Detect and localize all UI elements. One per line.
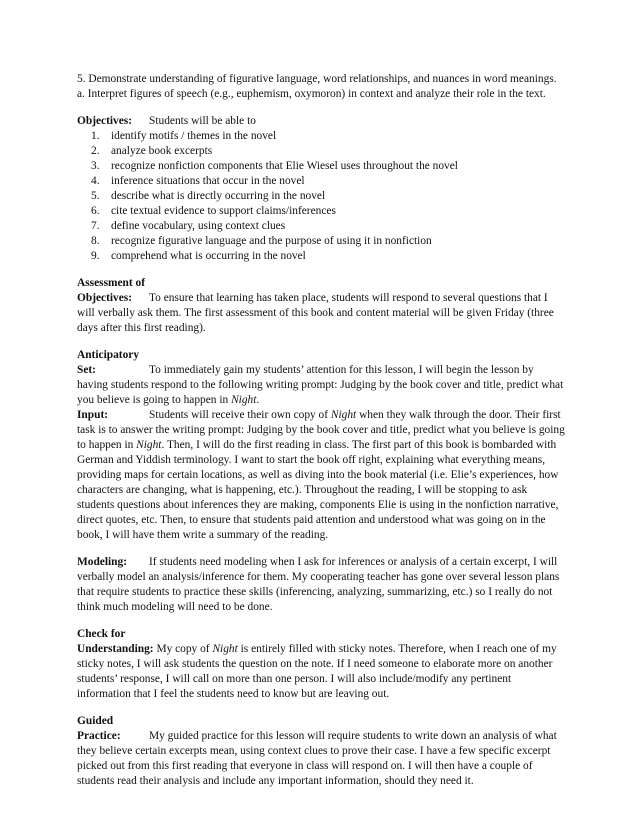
document-content [77,72,567,801]
input-label: Input: [77,409,109,421]
check-text-1: My copy of [153,643,213,655]
objective-text: define vocabulary, using context clues [111,220,286,232]
anticipatory-paragraph [77,363,567,408]
objective-number: 9. [91,250,100,262]
anticipatory-text: To immediately gain my students’ attention for this lesson, I will begin the lesson by having students respond to the following writing prompt: Judging by the book cover and title, predict what you believe is going to happen in [77,364,564,406]
objective-number: 2. [91,145,100,157]
objective-text: comprehend what is occurring in the novel [111,250,306,262]
book-title-ref: Night [212,643,238,655]
objective-item [77,129,567,144]
anticipatory-label-line-1: Anticipatory [77,349,140,361]
assessment-label-line-2: Objectives: [77,292,133,304]
guided-label-line-2: Practice: [77,730,121,742]
guided-text: My guided practice for this lesson will require students to write down an analysis of what they believe certain excerpts mean, using context clues to prove their case. I have a few specific excerpt picked out from this first reading that everyone in class will respond on. I will then have a couple of students read their analysis and include any important information, should they need it. [77,730,557,787]
guided-practice-section [77,714,567,789]
book-title-ref: Night [231,394,257,406]
guided-label-line-1: Guided [77,715,114,727]
input-text-3: . Then, I will do the first reading in class. The first part of this book is bombarded with German and Yiddish terminology. I want to start the book off right, explaining what everything means, providing maps for certain locations, as well as diving into the book material (i.e. Elie’s experiences, how characters are changing, what is happening, etc.). Throughout the reading, I will be stopping to ask students questions about inferences they are making, components Elie is using in the nonfiction narrative, direct quotes, etc. Then, to ensure that students paid attention and understood what was going on in the book, I will have them write a summary of the reading. [77,439,559,541]
check-paragraph [77,642,567,702]
objective-item [77,159,567,174]
check-label-line-2: Understanding: [77,643,154,655]
objective-number: 1. [91,130,100,142]
objective-number: 5. [91,190,100,202]
modeling-section [77,555,567,615]
standard-block [77,72,567,102]
assessment-paragraph [77,291,567,336]
anticipatory-text-end: . [256,394,260,406]
objectives-section [77,114,567,264]
check-label-line-1: Check for [77,628,126,640]
objective-item [77,234,567,249]
input-paragraph [77,408,567,543]
objective-number: 3. [91,160,100,172]
objectives-label: Objectives: [77,115,133,127]
input-text-1: Students will receive their own copy of [149,409,331,421]
objective-item [77,189,567,204]
check-text-2: is entirely filled with sticky notes. Therefore, when I reach one of my sticky notes, I will ask students the question on the note. If I need someone to elaborate more on another students’ response, I will call on more than one person. I will also include/modify any pertinent information that I feel the students need to know but are leaving out. [77,643,557,700]
objective-item [77,249,567,264]
objective-text: inference situations that occur in the novel [111,175,305,187]
check-understanding-section [77,627,567,702]
objective-text: analyze book excerpts [111,145,213,157]
objective-item [77,219,567,234]
modeling-paragraph [77,555,567,615]
input-section [77,408,567,543]
objectives-intro: Students will be able to [149,115,256,127]
book-title-ref: Night [136,439,162,451]
objectives-list [77,129,567,264]
assessment-section [77,276,567,336]
objective-item [77,174,567,189]
objective-number: 4. [91,175,100,187]
assessment-text: To ensure that learning has taken place, students will respond to several questions that I will verbally ask them. The first assessment of this book and content material will be given Friday (three days after this first reading). [77,292,554,334]
anticipatory-section [77,348,567,408]
objective-number: 6. [91,205,100,217]
objective-text: recognize nonfiction components that Elie Wiesel uses throughout the novel [111,160,458,172]
standard-line-1: 5. Demonstrate understanding of figurative language, word relationships, and nuances in word meanings. [77,73,557,85]
objectives-heading [77,114,567,129]
book-title-ref: Night [330,409,357,421]
input-text-2: when they walk through the door. Their first task is to answer the writing prompt: Judging by the book cover and title, predict what you believe is going to happen in [77,409,565,451]
guided-paragraph [77,729,567,789]
objective-number: 8. [91,235,100,247]
objective-number: 7. [91,220,100,232]
objective-text: describe what is directly occurring in the novel [111,190,326,202]
objective-text: identify motifs / themes in the novel [111,130,277,142]
modeling-label: Modeling: [77,556,127,568]
modeling-text: If students need modeling when I ask for inferences or analysis of a certain excerpt, I will verbally model an analysis/inference for them. My cooperating teacher has gone over several lesson plans that require students to practice these skills (inferencing, analyzing, summarizing, etc.) so I really do not think much modeling will need to be done. [77,556,560,613]
anticipatory-label-line-2: Set: [77,364,96,376]
objective-text: recognize figurative language and the purpose of using it in nonfiction [111,235,432,247]
objective-item [77,144,567,159]
standard-line-2: a. Interpret figures of speech (e.g., euphemism, oxymoron) in context and analyze their role in the text. [77,88,546,100]
objective-text: cite textual evidence to support claims/inferences [111,205,336,217]
objective-item [77,204,567,219]
assessment-label-line-1: Assessment of [77,277,146,289]
